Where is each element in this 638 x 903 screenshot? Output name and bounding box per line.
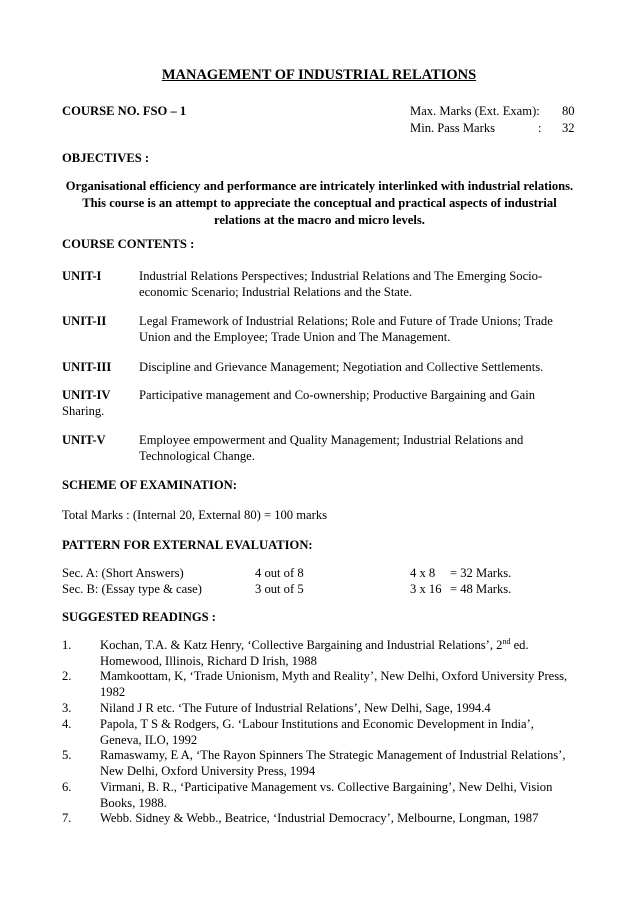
objectives-text: Organisational efficiency and performance are intricately interlinked with industrial relations. This course is an attempt to appreciate the conceptual and practical aspects of industrial relations at the macro and micro levels. <box>65 179 574 227</box>
scheme-heading: SCHEME OF EXAMINATION: <box>62 478 237 492</box>
course-contents-heading: COURSE CONTENTS : <box>62 237 195 251</box>
reading-text: Papola, T S & Rodgers, G. ‘Labour Institutions and Economic Development in India’, <box>100 717 534 731</box>
unit-label: UNIT-III <box>62 360 112 374</box>
pattern-marks: = 32 Marks. <box>450 566 512 580</box>
scheme-text: Total Marks : (Internal 20, External 80) = 100 marks <box>62 508 328 522</box>
unit-label: UNIT-V <box>62 433 106 447</box>
reading-text: Kochan, T.A. & Katz Henry, ‘Collective Bargaining and Industrial Relations’, 2nd ed. <box>100 636 529 652</box>
reading-number: 2. <box>62 669 72 683</box>
unit-description: Discipline and Grievance Management; Negotiation and Collective Settlements. <box>139 360 544 374</box>
reading-text-line2: New Delhi, Oxford University Press, 1994 <box>100 764 316 778</box>
readings-heading: SUGGESTED READINGS : <box>62 610 216 624</box>
reading-text-line2: 1982 <box>100 685 126 699</box>
reading-text-line2: Geneva, ILO, 1992 <box>100 733 198 747</box>
pattern-calc: 3 x 16 <box>410 582 442 596</box>
max-marks-label: Max. Marks (Ext. Exam): <box>410 104 540 118</box>
min-marks-value: 32 <box>562 121 575 135</box>
reading-text-line2: Books, 1988. <box>100 796 167 810</box>
pattern-section: Sec. B: (Essay type & case) <box>62 582 202 596</box>
reading-text: Mamkoottam, K, ‘Trade Unionism, Myth and Reality’, New Delhi, Oxford University Press, <box>100 669 568 683</box>
unit-description: Employee empowerment and Quality Management; Industrial Relations and Technological Change. <box>139 433 524 463</box>
pattern-marks: = 48 Marks. <box>450 582 512 596</box>
reading-text: Webb. Sidney & Webb., Beatrice, ‘Industrial Democracy’, Melbourne, Longman, 1987 <box>100 811 539 825</box>
unit-description: Participative management and Co-ownership; Productive Bargaining and Gain <box>139 388 536 402</box>
reading-number: 4. <box>62 717 72 731</box>
max-marks-value: 80 <box>562 104 575 118</box>
reading-number: 7. <box>62 811 72 825</box>
pattern-count: 4 out of 8 <box>255 566 304 580</box>
reading-text-line2: Homewood, Illinois, Richard D Irish, 1988 <box>100 654 317 668</box>
unit-label: UNIT-II <box>62 314 107 328</box>
course-number: COURSE NO. FSO – 1 <box>62 104 187 118</box>
reading-number: 3. <box>62 701 72 715</box>
reading-text: Niland J R etc. ‘The Future of Industrial Relations’, New Delhi, Sage, 1994.4 <box>100 701 491 715</box>
pattern-heading: PATTERN FOR EXTERNAL EVALUATION: <box>62 538 313 552</box>
objectives-heading: OBJECTIVES : <box>62 151 150 165</box>
reading-number: 1. <box>62 638 72 652</box>
document-title: MANAGEMENT OF INDUSTRIAL RELATIONS <box>161 67 477 83</box>
unit-label: UNIT-IV <box>62 388 111 402</box>
unit-label: UNIT-I <box>62 269 102 283</box>
unit-description: Industrial Relations Perspectives; Industrial Relations and The Emerging Socio-economic Scenario; Industrial Relations and the State. <box>139 269 543 299</box>
pattern-calc: 4 x 8 <box>410 566 436 580</box>
unit-description-wrap: Sharing. <box>62 404 105 418</box>
pattern-count: 3 out of 5 <box>255 582 304 596</box>
min-marks-label: Min. Pass Marks <box>410 121 496 135</box>
reading-text: Virmani, B. R., ‘Participative Management vs. Collective Bargaining’, New Delhi, Vision <box>100 780 553 794</box>
reading-number: 5. <box>62 748 72 762</box>
reading-text: Ramaswamy, E A, ‘The Rayon Spinners The Strategic Management of Industrial Relations’, <box>100 748 566 762</box>
unit-description: Legal Framework of Industrial Relations; Role and Future of Trade Unions; Trade Union and the Employee; Trade Union and The Management. <box>139 314 553 344</box>
min-marks-colon: : <box>538 121 542 135</box>
reading-number: 6. <box>62 780 72 794</box>
pattern-section: Sec. A: (Short Answers) <box>62 566 184 580</box>
